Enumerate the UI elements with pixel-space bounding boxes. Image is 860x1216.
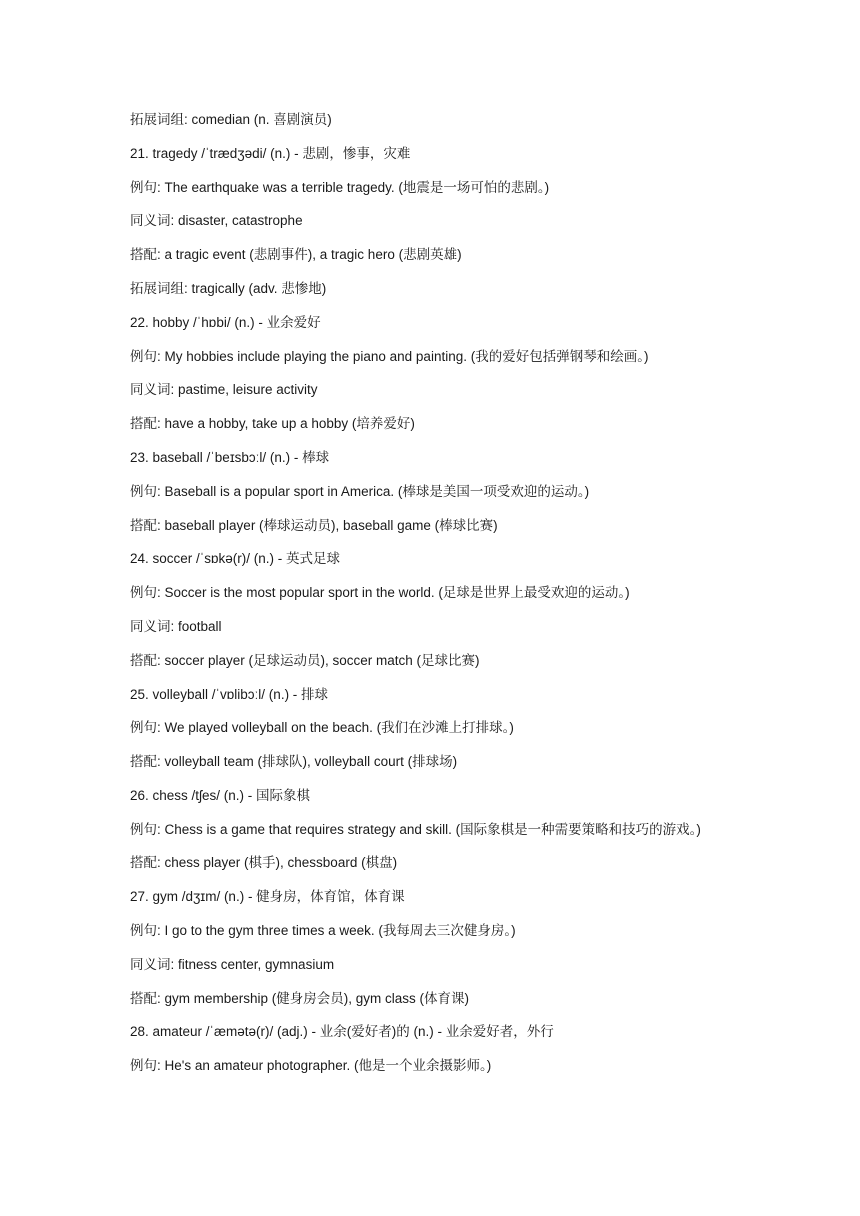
- synonyms: 同义词: pastime, leisure activity: [130, 382, 318, 398]
- collocations: 搭配: baseball player (棒球运动员), baseball game (棒球比赛): [130, 517, 498, 533]
- example-sentence: 例句: I go to the gym three times a week. (我每周去三次健身房。): [130, 922, 516, 938]
- extended-phrase: 拓展词组: tragically (adv. 悲惨地): [130, 280, 327, 296]
- vocab-entry-heading: 22. hobby /ˈhɒbi/ (n.) - 业余爱好: [130, 314, 321, 330]
- vocab-entry-heading: 26. chess /tʃes/ (n.) - 国际象棋: [130, 787, 311, 803]
- vocab-entry-heading: 23. baseball /ˈbeɪsbɔːl/ (n.) - 棒球: [130, 449, 330, 465]
- example-sentence: 例句: Chess is a game that requires strategy and skill. (国际象棋是一种需要策略和技巧的游戏。): [130, 821, 701, 837]
- vocabulary-list: [130, 110, 740, 1090]
- collocations: 搭配: chess player (棋手), chessboard (棋盘): [130, 855, 398, 871]
- vocab-entry-heading: 21. tragedy /ˈtrædʒədi/ (n.) - 悲剧，惨事，灾难: [130, 145, 411, 161]
- synonyms: 同义词: football: [130, 618, 222, 634]
- example-sentence: 例句: The earthquake was a terrible tragedy. (地震是一场可怕的悲剧。): [130, 179, 550, 195]
- example-sentence: 例句: My hobbies include playing the piano and painting. (我的爱好包括弹钢琴和绘画。): [130, 348, 649, 364]
- example-sentence: 例句: He's an amateur photographer. (他是一个业余摄影师。): [130, 1058, 492, 1074]
- collocations: 搭配: have a hobby, take up a hobby (培养爱好): [130, 416, 415, 432]
- synonyms: 同义词: fitness center, gymnasium: [130, 956, 335, 972]
- example-sentence: 例句: Baseball is a popular sport in America. (棒球是美国一项受欢迎的运动。): [130, 483, 590, 499]
- example-sentence: 例句: Soccer is the most popular sport in the world. (足球是世界上最受欢迎的运动。): [130, 585, 630, 601]
- vocab-entry-heading: 24. soccer /ˈsɒkə(r)/ (n.) - 英式足球: [130, 551, 341, 567]
- vocab-entry-heading: 28. amateur /ˈæmətə(r)/ (adj.) - 业余(爱好者)的 (n.) - 业余爱好者，外行: [130, 1024, 554, 1040]
- collocations: 搭配: volleyball team (排球队), volleyball court (排球场): [130, 754, 458, 770]
- collocations: 搭配: a tragic event (悲剧事件), a tragic hero (悲剧英雄): [130, 247, 462, 263]
- vocab-entry-heading: 25. volleyball /ˈvɒlibɔːl/ (n.) - 排球: [130, 686, 329, 702]
- synonyms: 同义词: disaster, catastrophe: [130, 213, 303, 229]
- example-sentence: 例句: We played volleyball on the beach. (我们在沙滩上打排球。): [130, 720, 514, 736]
- collocations: 搭配: soccer player (足球运动员), soccer match (足球比赛): [130, 652, 480, 668]
- collocations: 搭配: gym membership (健身房会员), gym class (体育课): [130, 990, 470, 1006]
- text-line: 拓展词组: comedian (n. 喜剧演员): [130, 112, 332, 127]
- vocab-entry-heading: 27. gym /dʒɪm/ (n.) - 健身房，体育馆，体育课: [130, 889, 405, 905]
